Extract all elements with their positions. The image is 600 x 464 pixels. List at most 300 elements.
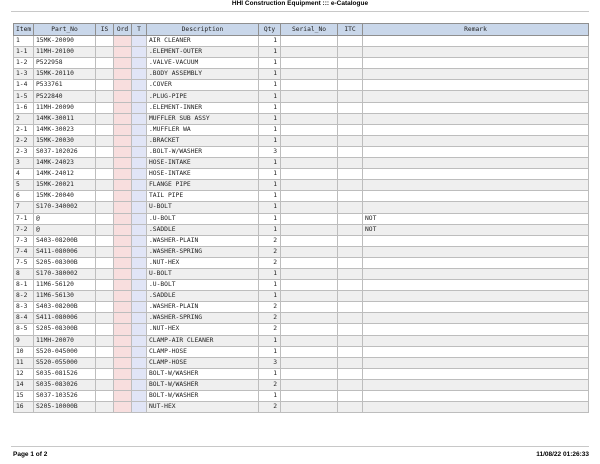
table-row[interactable] xyxy=(14,47,589,58)
cell-part-no[interactable]: S205-10000B xyxy=(34,402,96,413)
cell-itc xyxy=(338,124,363,135)
cell-part-no[interactable]: S411-080006 xyxy=(34,246,96,257)
cell-item: 2-2 xyxy=(14,135,34,146)
cell-t xyxy=(132,302,147,313)
cell-remark xyxy=(363,313,589,324)
cell-t xyxy=(132,291,147,302)
cell-remark xyxy=(363,257,589,268)
cell-item: 1-5 xyxy=(14,91,34,102)
cell-description: CLAMP-AIR CLEANER xyxy=(147,335,259,346)
cell-itc xyxy=(338,235,363,246)
cell-ord xyxy=(114,191,132,202)
cell-part-no[interactable]: S520-045000 xyxy=(34,346,96,357)
cell-serial-no xyxy=(281,102,338,113)
cell-serial-no xyxy=(281,146,338,157)
cell-serial-no xyxy=(281,124,338,135)
cell-qty: 2 xyxy=(259,313,281,324)
cell-t xyxy=(132,257,147,268)
table-row[interactable] xyxy=(14,379,589,390)
cell-is xyxy=(96,335,114,346)
table-row[interactable] xyxy=(14,102,589,113)
cell-description: U-BOLT xyxy=(147,202,259,213)
cell-itc xyxy=(338,402,363,413)
cell-remark xyxy=(363,402,589,413)
cell-t xyxy=(132,135,147,146)
cell-serial-no xyxy=(281,402,338,413)
cell-serial-no xyxy=(281,346,338,357)
table-row[interactable] xyxy=(14,113,589,124)
table-row[interactable] xyxy=(14,235,589,246)
cell-is xyxy=(96,246,114,257)
cell-description: .U-BOLT xyxy=(147,280,259,291)
cell-qty: 1 xyxy=(259,191,281,202)
cell-serial-no xyxy=(281,335,338,346)
cell-ord xyxy=(114,224,132,235)
cell-ord xyxy=(114,135,132,146)
cell-qty: 1 xyxy=(259,124,281,135)
cell-t xyxy=(132,313,147,324)
table-row[interactable] xyxy=(14,335,589,346)
cell-part-no[interactable]: 14MK-24012 xyxy=(34,169,96,180)
cell-serial-no xyxy=(281,113,338,124)
column-header-itc[interactable]: ITC xyxy=(338,24,363,36)
column-header-ord[interactable]: Ord xyxy=(114,24,132,36)
cell-part-no[interactable]: S205-08300B xyxy=(34,257,96,268)
table-row[interactable] xyxy=(14,357,589,368)
cell-is xyxy=(96,180,114,191)
table-row[interactable] xyxy=(14,58,589,69)
table-row[interactable] xyxy=(14,124,589,135)
column-header-description[interactable]: Description xyxy=(147,24,259,36)
cell-t xyxy=(132,180,147,191)
cell-itc xyxy=(338,391,363,402)
cell-description: .BOLT-W/WASHER xyxy=(147,146,259,157)
cell-t xyxy=(132,368,147,379)
cell-t xyxy=(132,102,147,113)
cell-t xyxy=(132,202,147,213)
cell-ord xyxy=(114,280,132,291)
cell-qty: 2 xyxy=(259,379,281,390)
cell-part-no[interactable]: S403-08200B xyxy=(34,302,96,313)
cell-remark xyxy=(363,346,589,357)
cell-itc xyxy=(338,36,363,47)
page-title: HHI Construction Equipment ::: e-Catalogue xyxy=(231,0,369,7)
cell-description: .MUFFLER WA xyxy=(147,124,259,135)
cell-itc xyxy=(338,158,363,169)
cell-item: 9 xyxy=(14,335,34,346)
cell-itc xyxy=(338,69,363,80)
cell-part-no[interactable]: S205-08300B xyxy=(34,324,96,335)
footer-divider xyxy=(11,446,589,447)
cell-item: 15 xyxy=(14,391,34,402)
cell-remark xyxy=(363,302,589,313)
table-row[interactable] xyxy=(14,91,589,102)
cell-is xyxy=(96,58,114,69)
cell-part-no[interactable]: 11M6-56120 xyxy=(34,280,96,291)
cell-part-no[interactable]: 11MH-20090 xyxy=(34,102,96,113)
cell-description: .PLUG-PIPE xyxy=(147,91,259,102)
cell-item: 1-2 xyxy=(14,58,34,69)
cell-is xyxy=(96,402,114,413)
table-row[interactable] xyxy=(14,180,589,191)
cell-serial-no xyxy=(281,235,338,246)
cell-t xyxy=(132,146,147,157)
cell-part-no[interactable]: P522840 xyxy=(34,91,96,102)
cell-qty: 1 xyxy=(259,158,281,169)
cell-item: 7 xyxy=(14,202,34,213)
cell-ord xyxy=(114,246,132,257)
cell-description: HOSE-INTAKE xyxy=(147,158,259,169)
cell-is xyxy=(96,291,114,302)
cell-remark xyxy=(363,36,589,47)
cell-itc xyxy=(338,80,363,91)
cell-ord xyxy=(114,113,132,124)
cell-part-no[interactable]: S035-083026 xyxy=(34,379,96,390)
cell-is xyxy=(96,47,114,58)
cell-item: 1-3 xyxy=(14,69,34,80)
cell-item: 12 xyxy=(14,368,34,379)
cell-itc xyxy=(338,324,363,335)
cell-item: 7-1 xyxy=(14,213,34,224)
cell-item: 8-4 xyxy=(14,313,34,324)
cell-is xyxy=(96,91,114,102)
cell-qty: 1 xyxy=(259,268,281,279)
cell-part-no[interactable]: 15MK-20030 xyxy=(34,135,96,146)
cell-is xyxy=(96,257,114,268)
cell-description: AIR CLEANER xyxy=(147,36,259,47)
cell-remark xyxy=(363,113,589,124)
cell-description: .WASHER-PLAIN xyxy=(147,235,259,246)
cell-t xyxy=(132,213,147,224)
cell-ord xyxy=(114,357,132,368)
table-row[interactable] xyxy=(14,346,589,357)
cell-ord xyxy=(114,124,132,135)
cell-remark: NOT xyxy=(363,213,589,224)
table-row[interactable] xyxy=(14,158,589,169)
cell-qty: 2 xyxy=(259,402,281,413)
column-header-remark[interactable]: Remark xyxy=(363,24,589,36)
cell-is xyxy=(96,124,114,135)
cell-itc xyxy=(338,102,363,113)
cell-item: 14 xyxy=(14,379,34,390)
table-row[interactable] xyxy=(14,402,589,413)
cell-part-no[interactable]: 15MK-20021 xyxy=(34,180,96,191)
cell-description: BOLT-W/WASHER xyxy=(147,391,259,402)
cell-is xyxy=(96,113,114,124)
cell-itc xyxy=(338,291,363,302)
cell-item: 4 xyxy=(14,169,34,180)
cell-t xyxy=(132,235,147,246)
cell-t xyxy=(132,324,147,335)
cell-serial-no xyxy=(281,169,338,180)
cell-item: 8-5 xyxy=(14,324,34,335)
cell-remark xyxy=(363,146,589,157)
cell-description: FLANGE PIPE xyxy=(147,180,259,191)
cell-remark xyxy=(363,180,589,191)
cell-itc xyxy=(338,280,363,291)
cell-t xyxy=(132,191,147,202)
cell-t xyxy=(132,47,147,58)
cell-part-no[interactable]: 14MK-30011 xyxy=(34,113,96,124)
cell-part-no[interactable]: S170-340002 xyxy=(34,202,96,213)
table-row[interactable] xyxy=(14,391,589,402)
cell-qty: 2 xyxy=(259,246,281,257)
cell-qty: 1 xyxy=(259,102,281,113)
cell-description: .COVER xyxy=(147,80,259,91)
cell-ord xyxy=(114,169,132,180)
cell-qty: 1 xyxy=(259,47,281,58)
cell-item: 2-3 xyxy=(14,146,34,157)
cell-description: CLAMP-HOSE xyxy=(147,357,259,368)
cell-item: 8-1 xyxy=(14,280,34,291)
cell-description: CLAMP-HOSE xyxy=(147,346,259,357)
cell-is xyxy=(96,391,114,402)
cell-serial-no xyxy=(281,379,338,390)
cell-ord xyxy=(114,379,132,390)
cell-serial-no xyxy=(281,302,338,313)
cell-t xyxy=(132,158,147,169)
cell-description: HOSE-INTAKE xyxy=(147,169,259,180)
table-row[interactable] xyxy=(14,368,589,379)
cell-ord xyxy=(114,346,132,357)
table-row[interactable] xyxy=(14,36,589,47)
cell-description: .ELEMENT-OUTER xyxy=(147,47,259,58)
cell-is xyxy=(96,158,114,169)
cell-qty: 1 xyxy=(259,213,281,224)
cell-is xyxy=(96,80,114,91)
cell-item: 16 xyxy=(14,402,34,413)
cell-item: 2 xyxy=(14,113,34,124)
cell-part-no[interactable]: P522958 xyxy=(34,58,96,69)
cell-part-no[interactable]: 15MK-20110 xyxy=(34,69,96,80)
cell-is xyxy=(96,102,114,113)
cell-remark xyxy=(363,379,589,390)
cell-part-no[interactable]: 11MH-20100 xyxy=(34,47,96,58)
cell-ord xyxy=(114,69,132,80)
cell-ord xyxy=(114,47,132,58)
cell-remark xyxy=(363,47,589,58)
table-row[interactable] xyxy=(14,202,589,213)
cell-itc xyxy=(338,268,363,279)
cell-description: MUFFLER SUB ASSY xyxy=(147,113,259,124)
cell-description: .WASHER-PLAIN xyxy=(147,302,259,313)
cell-qty: 3 xyxy=(259,146,281,157)
cell-is xyxy=(96,191,114,202)
table-row[interactable] xyxy=(14,169,589,180)
cell-part-no[interactable]: 15MK-20090 xyxy=(34,36,96,47)
cell-is xyxy=(96,368,114,379)
table-row[interactable] xyxy=(14,69,589,80)
cell-remark xyxy=(363,246,589,257)
table-row[interactable] xyxy=(14,313,589,324)
cell-part-no[interactable]: S035-081526 xyxy=(34,368,96,379)
cell-item: 6 xyxy=(14,191,34,202)
cell-part-no[interactable]: S170-380002 xyxy=(34,268,96,279)
cell-ord xyxy=(114,313,132,324)
cell-remark xyxy=(363,135,589,146)
parts-table xyxy=(13,23,589,413)
cell-qty: 1 xyxy=(259,346,281,357)
cell-description: .WASHER-SPRING xyxy=(147,313,259,324)
cell-t xyxy=(132,91,147,102)
table-row[interactable] xyxy=(14,224,589,235)
cell-ord xyxy=(114,235,132,246)
cell-serial-no xyxy=(281,36,338,47)
cell-item: 7-3 xyxy=(14,235,34,246)
cell-description: .ELEMENT-INNER xyxy=(147,102,259,113)
cell-part-no[interactable]: S037-103526 xyxy=(34,391,96,402)
cell-serial-no xyxy=(281,158,338,169)
cell-itc xyxy=(338,180,363,191)
column-header-is[interactable]: IS xyxy=(96,24,114,36)
cell-qty: 1 xyxy=(259,80,281,91)
cell-qty: 1 xyxy=(259,69,281,80)
cell-description: BOLT-W/WASHER xyxy=(147,379,259,390)
cell-is xyxy=(96,36,114,47)
table-row[interactable] xyxy=(14,135,589,146)
cell-itc xyxy=(338,246,363,257)
cell-description: TAIL PIPE xyxy=(147,191,259,202)
table-row[interactable] xyxy=(14,268,589,279)
cell-itc xyxy=(338,113,363,124)
cell-serial-no xyxy=(281,257,338,268)
cell-description: BOLT-W/WASHER xyxy=(147,368,259,379)
column-header-item[interactable]: Item xyxy=(14,24,34,36)
cell-item: 8 xyxy=(14,268,34,279)
cell-part-no[interactable]: S037-102026 xyxy=(34,146,96,157)
cell-qty: 1 xyxy=(259,180,281,191)
cell-part-no[interactable]: 11M6-56130 xyxy=(34,291,96,302)
cell-serial-no xyxy=(281,324,338,335)
cell-is xyxy=(96,268,114,279)
cell-part-no[interactable]: @ xyxy=(34,224,96,235)
table-row[interactable] xyxy=(14,280,589,291)
cell-ord xyxy=(114,80,132,91)
cell-qty: 2 xyxy=(259,302,281,313)
cell-remark xyxy=(363,268,589,279)
table-header-row xyxy=(14,24,589,36)
cell-item: 1 xyxy=(14,36,34,47)
cell-remark xyxy=(363,158,589,169)
cell-t xyxy=(132,391,147,402)
parts-table-body xyxy=(14,36,589,413)
cell-serial-no xyxy=(281,180,338,191)
cell-ord xyxy=(114,36,132,47)
cell-is xyxy=(96,169,114,180)
cell-description: .U-BOLT xyxy=(147,213,259,224)
cell-serial-no xyxy=(281,246,338,257)
cell-remark xyxy=(363,235,589,246)
cell-itc xyxy=(338,58,363,69)
cell-is xyxy=(96,69,114,80)
cell-itc xyxy=(338,379,363,390)
column-header-qty[interactable]: Qty xyxy=(259,24,281,36)
cell-description: .VALVE-VACUUM xyxy=(147,58,259,69)
cell-remark xyxy=(363,335,589,346)
cell-part-no[interactable]: P533761 xyxy=(34,80,96,91)
cell-item: 10 xyxy=(14,346,34,357)
cell-item: 5 xyxy=(14,180,34,191)
cell-ord xyxy=(114,268,132,279)
cell-item: 1-1 xyxy=(14,47,34,58)
cell-remark xyxy=(363,124,589,135)
cell-part-no[interactable]: S403-08200B xyxy=(34,235,96,246)
cell-ord xyxy=(114,257,132,268)
cell-itc xyxy=(338,346,363,357)
table-row[interactable] xyxy=(14,191,589,202)
column-header-serial-no[interactable]: Serial_No xyxy=(281,24,338,36)
cell-ord xyxy=(114,368,132,379)
cell-is xyxy=(96,313,114,324)
cell-is xyxy=(96,302,114,313)
cell-t xyxy=(132,113,147,124)
header-divider xyxy=(11,11,589,12)
cell-is xyxy=(96,357,114,368)
cell-part-no[interactable]: 15MK-20040 xyxy=(34,191,96,202)
cell-part-no[interactable]: S520-055000 xyxy=(34,357,96,368)
cell-t xyxy=(132,268,147,279)
cell-serial-no xyxy=(281,291,338,302)
cell-description: .BRACKET xyxy=(147,135,259,146)
cell-t xyxy=(132,379,147,390)
cell-description: NUT-HEX xyxy=(147,402,259,413)
cell-itc xyxy=(338,257,363,268)
cell-t xyxy=(132,169,147,180)
cell-remark xyxy=(363,91,589,102)
cell-itc xyxy=(338,146,363,157)
table-row[interactable] xyxy=(14,257,589,268)
cell-part-no[interactable]: 14MK-24023 xyxy=(34,158,96,169)
table-row[interactable] xyxy=(14,80,589,91)
cell-item: 1-6 xyxy=(14,102,34,113)
cell-itc xyxy=(338,91,363,102)
cell-t xyxy=(132,246,147,257)
cell-qty: 3 xyxy=(259,357,281,368)
cell-ord xyxy=(114,324,132,335)
cell-t xyxy=(132,69,147,80)
cell-qty: 1 xyxy=(259,169,281,180)
column-header-part-no[interactable]: Part_No xyxy=(34,24,96,36)
cell-qty: 1 xyxy=(259,202,281,213)
cell-t xyxy=(132,58,147,69)
table-row[interactable] xyxy=(14,246,589,257)
table-row[interactable] xyxy=(14,146,589,157)
cell-serial-no xyxy=(281,91,338,102)
cell-itc xyxy=(338,302,363,313)
cell-part-no[interactable]: 11MH-20070 xyxy=(34,335,96,346)
cell-part-no[interactable]: S411-080006 xyxy=(34,313,96,324)
cell-remark xyxy=(363,324,589,335)
table-row[interactable] xyxy=(14,302,589,313)
cell-t xyxy=(132,280,147,291)
cell-ord xyxy=(114,213,132,224)
cell-item: 8-3 xyxy=(14,302,34,313)
cell-ord xyxy=(114,402,132,413)
cell-is xyxy=(96,202,114,213)
cell-item: 1-4 xyxy=(14,80,34,91)
cell-is xyxy=(96,146,114,157)
cell-is xyxy=(96,379,114,390)
column-header-t[interactable]: T xyxy=(132,24,147,36)
cell-is xyxy=(96,280,114,291)
cell-part-no[interactable]: @ xyxy=(34,213,96,224)
cell-ord xyxy=(114,202,132,213)
table-row[interactable] xyxy=(14,291,589,302)
cell-part-no[interactable]: 14MK-30023 xyxy=(34,124,96,135)
table-row[interactable] xyxy=(14,324,589,335)
cell-qty: 2 xyxy=(259,324,281,335)
table-row[interactable] xyxy=(14,213,589,224)
